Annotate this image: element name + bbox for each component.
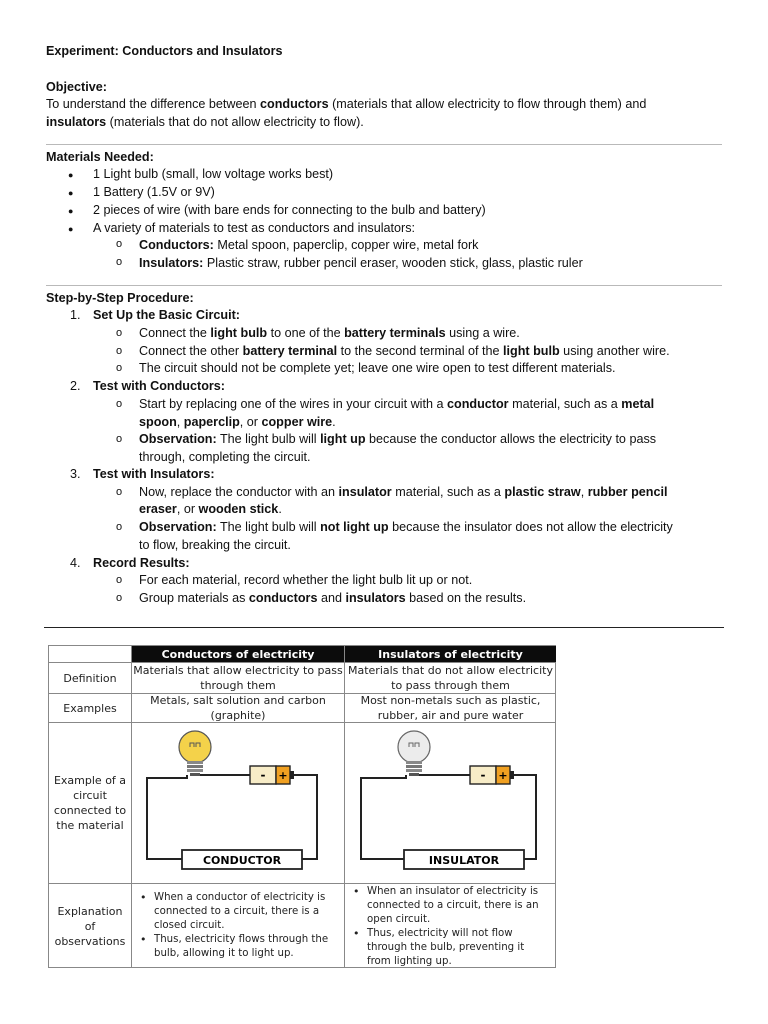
cell-line: Metals, salt solution and carbon (150, 694, 326, 707)
insulator-label: INSULATOR (428, 854, 499, 867)
divider (46, 144, 722, 145)
step-number: 4. (70, 556, 81, 570)
conductor-circuit-diagram (132, 723, 344, 883)
explanation-item: • Thus, electricity flows through the bulb, allowing it to light up. (136, 933, 330, 961)
battery-icon (250, 766, 294, 784)
bullet: ● (68, 170, 74, 180)
row-label-examples: Examples (49, 694, 132, 723)
step-number: 1. (70, 308, 81, 322)
procedure-heading: Step-by-Step Procedure: (46, 291, 194, 305)
step-3-item-a: Now, replace the conductor with an insulator material, such as a plastic straw, rubber pencil (139, 485, 668, 499)
step-2-observation: Observation: The light bulb will light up because the conductor allows the electricity to pass (139, 432, 657, 446)
bullet: ● (68, 188, 74, 198)
cell-line: (graphite) (210, 709, 266, 722)
sub-bullet: o (116, 521, 123, 533)
minus-sign: - (480, 768, 485, 782)
definition-conductors (132, 663, 345, 694)
step-title: Test with Conductors: (93, 379, 225, 393)
lit-bulb-icon (179, 731, 211, 776)
battery-icon (470, 766, 514, 784)
sub-bullet: o (116, 486, 123, 498)
divider (46, 285, 722, 286)
examples-insulators (345, 694, 556, 723)
table-corner-cell (49, 646, 132, 663)
bullet: ● (68, 224, 74, 234)
page-title: Experiment: Conductors and Insulators (46, 44, 283, 58)
material-item: 1 Light bulb (small, low voltage works best) (93, 167, 334, 181)
row-label-explanation (49, 884, 132, 968)
sub-bullet: o (116, 327, 123, 339)
cell-line: rubber, air and pure water (377, 709, 524, 722)
cell-line: Example of a (53, 774, 127, 787)
wire (514, 775, 536, 859)
step-2-item-a: Start by replacing one of the wires in your circuit with a conductor material, such as a metal (139, 397, 655, 411)
cell-line: Most non-metals such as plastic, (360, 694, 541, 707)
step-2-observation-cont: through, completing the circuit. (139, 450, 311, 464)
step-number: 2. (70, 379, 81, 393)
wire (361, 775, 406, 859)
explanation-item: • When a conductor of electricity is connected to a circuit, there is a closed circuit. (136, 891, 330, 933)
explanation-item: • When an insulator of electricity is connected to a circuit, there is an open circuit. (349, 885, 548, 927)
sub-bullet: o (116, 592, 123, 604)
step-title: Record Results: (93, 556, 190, 570)
cell-line: through them (200, 679, 276, 692)
sub-bullet: o (116, 574, 123, 586)
minus-sign: - (260, 768, 266, 782)
circuit-insulator-cell (345, 723, 556, 884)
bullet: ● (68, 206, 74, 216)
cell-line: connected to (53, 804, 127, 817)
sub-bullet: o (116, 362, 123, 374)
plus-sign: + (497, 769, 508, 782)
step-1-item-a: Connect the light bulb to one of the battery terminals using a wire. (139, 326, 520, 340)
explanation-conductors (132, 884, 345, 968)
material-subitem-insulators: Insulators: Plastic straw, rubber pencil eraser, wooden stick, glass, plastic ruler (139, 256, 583, 270)
material-item: 1 Battery (1.5V or 9V) (93, 185, 215, 199)
objective-line-1: To understand the difference between conductors (materials that allow electricity to flow through them) and (46, 97, 647, 111)
section-divider (44, 627, 724, 628)
step-4-item-b: Group materials as conductors and insulators based on the results. (139, 591, 527, 605)
sub-bullet: o (116, 256, 123, 268)
wire (147, 775, 187, 859)
step-title: Test with Insulators: (93, 467, 215, 481)
cell-line: to pass through them (391, 679, 510, 692)
material-item: A variety of materials to test as conductors and insulators: (93, 221, 415, 235)
row-label-circuit (49, 723, 132, 884)
sub-bullet: o (116, 238, 123, 250)
step-3-item-a-cont: eraser, or wooden stick. (139, 502, 282, 516)
comparison-table (48, 645, 556, 968)
step-4-item-a: For each material, record whether the light bulb lit up or not. (139, 573, 473, 587)
cell-line: Materials that do not allow electricity (347, 664, 553, 677)
cell-line: Explanation (57, 904, 123, 918)
sub-bullet: o (116, 345, 123, 357)
circuit-conductor-cell (132, 723, 345, 884)
cell-line: of (84, 919, 96, 933)
materials-heading: Materials Needed: (46, 150, 154, 164)
step-2-item-a-cont: spoon, paperclip, or copper wire. (139, 415, 336, 429)
cell-line: circuit (73, 789, 107, 802)
sub-bullet: o (116, 398, 123, 410)
explanation-item: • Thus, electricity will not flow through the bulb, preventing it from lighting up. (349, 927, 548, 969)
step-title: Set Up the Basic Circuit: (93, 308, 240, 322)
cell-line: observations (54, 934, 126, 948)
cell-line: Materials that allow electricity to pass (133, 664, 343, 677)
wire (294, 775, 317, 859)
cell-line: the material (56, 819, 124, 832)
step-1-item-c: The circuit should not be complete yet; leave one wire open to test different materials. (139, 361, 616, 375)
objective-line-2: insulators (materials that do not allow electricity to flow). (46, 115, 364, 129)
header-conductors: Conductors of electricity (132, 646, 345, 663)
row-label-definition: Definition (49, 663, 132, 694)
plus-sign: + (278, 769, 288, 782)
explanation-insulators (345, 884, 556, 968)
insulator-circuit-diagram (346, 723, 556, 883)
examples-conductors (132, 694, 345, 723)
objective-heading: Objective: (46, 80, 107, 94)
step-1-item-b: Connect the other battery terminal to the second terminal of the light bulb using another wire. (139, 344, 670, 358)
step-number: 3. (70, 467, 81, 481)
step-3-observation: Observation: The light bulb will not light up because the insulator does not allow the electricity (139, 520, 673, 534)
definition-insulators (345, 663, 556, 694)
material-subitem-conductors: Conductors: Metal spoon, paperclip, copper wire, metal fork (139, 238, 479, 252)
material-item: 2 pieces of wire (with bare ends for connecting to the bulb and battery) (93, 203, 486, 217)
header-insulators: Insulators of electricity (345, 646, 556, 663)
conductor-label: CONDUCTOR (202, 854, 282, 867)
unlit-bulb-icon (398, 731, 430, 776)
sub-bullet: o (116, 433, 123, 445)
step-3-observation-cont: to flow, breaking the circuit. (139, 538, 291, 552)
